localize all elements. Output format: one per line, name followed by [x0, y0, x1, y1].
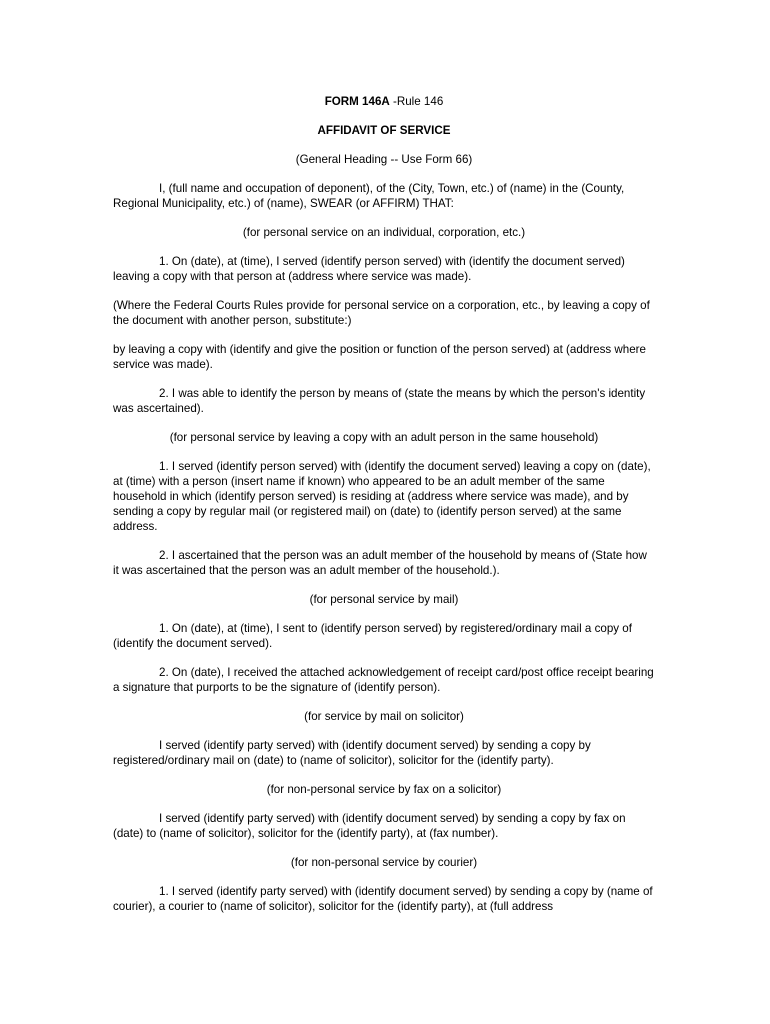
section-heading-household-service: (for personal service by leaving a copy with an adult person in the same household)	[169, 431, 599, 444]
section-heading-fax-service: (for non-personal service by fax on a solicitor)	[266, 783, 502, 796]
form-rule: -Rule 146	[389, 95, 444, 108]
paragraph: (Where the Federal Courts Rules provide for personal service on a corporation, etc., by leaving a copy of the document with another person, substitute:)	[113, 299, 650, 327]
paragraph: I served (identify party served) with (identify document served) by sending a copy by registered/ordinary mail on (date) to (name of solicitor), solicitor for the (identify party).	[113, 739, 591, 767]
document-heading: AFFIDAVIT OF SERVICE	[317, 124, 451, 137]
paragraph: I served (identify party served) with (identify document served) by sending a copy by fax on (date) to (name of solicitor), solicitor for the (identify party), at (fax number).	[113, 812, 626, 840]
paragraph: 1. I served (identify person served) with (identify the document served) leaving a copy on (date), at (time) with a person (insert name if known) who appeared to be an adult member of the same household in which (identify person served) is residing at (address where service was made), and by sending a copy by regular mail (or registered mail) on (date) to (identify person served) at the same address.	[113, 460, 651, 533]
form-title	[113, 94, 655, 109]
paragraph: 1. On (date), at (time), I served (identify person served) with (identify the document served) leaving a copy with that person at (address where service was made).	[113, 255, 625, 283]
document-page	[113, 94, 655, 914]
section-heading-personal-service: (for personal service on an individual, corporation, etc.)	[242, 226, 526, 239]
section-heading-mail-service: (for personal service by mail)	[309, 593, 459, 606]
general-heading: (General Heading -- Use Form 66)	[295, 153, 473, 166]
paragraph: 2. I was able to identify the person by means of (state the means by which the person's identity was ascertained).	[113, 387, 646, 415]
section-heading-mail-on-solicitor: (for service by mail on solicitor)	[304, 710, 464, 723]
form-number: FORM 146A	[324, 95, 390, 108]
paragraph: 2. I ascertained that the person was an adult member of the household by means of (State how it was ascertained that the person was an adult member of the household.).	[113, 549, 647, 577]
paragraph: 2. On (date), I received the attached acknowledgement of receipt card/post office receipt bearing a signature that purports to be the signature of (identify person).	[113, 666, 654, 694]
paragraph: by leaving a copy with (identify and give the position or function of the person served) at (address where service was made).	[113, 343, 646, 371]
intro-paragraph: I, (full name and occupation of deponent), of the (City, Town, etc.) of (name) in the (County, Regional Municipality, etc.) of (name), SWEAR (or AFFIRM) THAT:	[113, 182, 625, 210]
paragraph: 1. On (date), at (time), I sent to (identify person served) by registered/ordinary mail a copy of (identify the document served).	[113, 622, 632, 650]
paragraph: 1. I served (identify party served) with (identify document served) by sending a copy by (name of courier), a courier to (name of solicitor), solicitor for the (identify party), at (full address	[113, 885, 653, 913]
section-heading-courier-service: (for non-personal service by courier)	[290, 856, 478, 869]
